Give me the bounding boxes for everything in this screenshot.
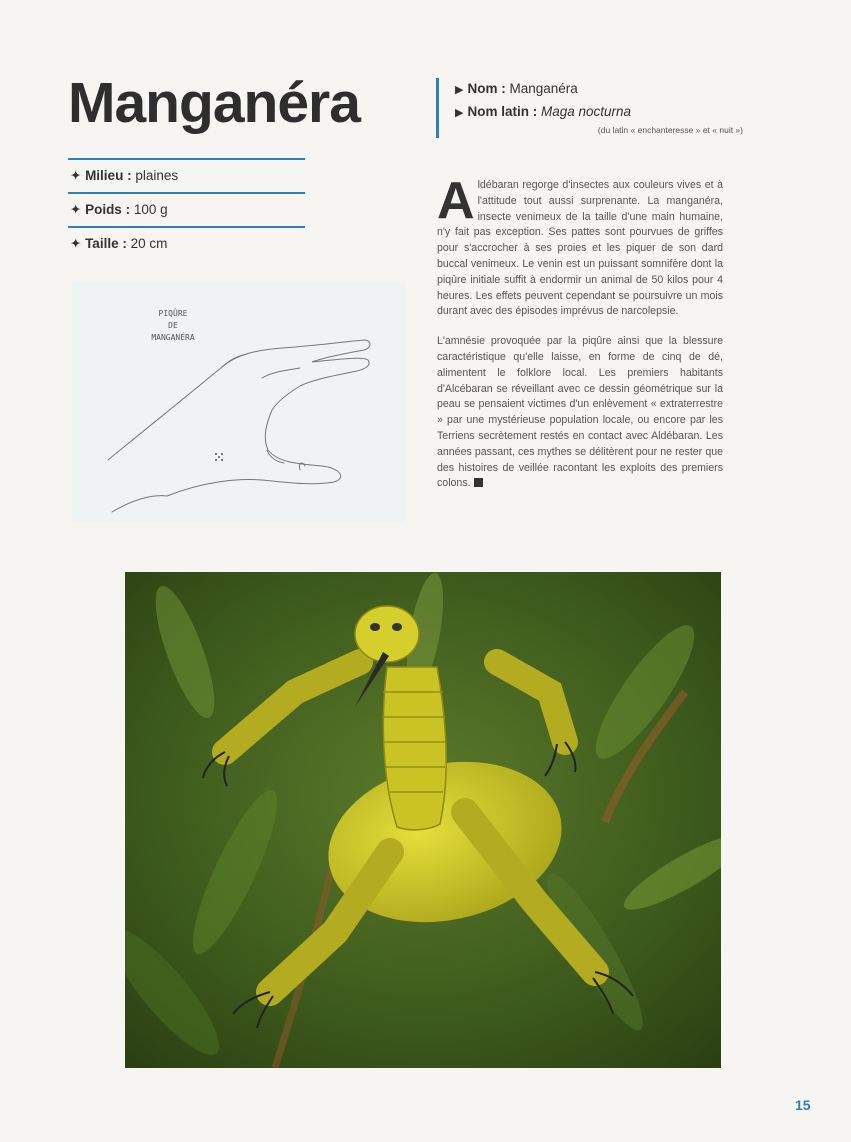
- triangle-bullet-icon: ▶: [455, 84, 464, 96]
- hand-sketch: [72, 282, 406, 522]
- facts-list: [68, 158, 305, 260]
- manganera-illustration: [125, 572, 721, 1068]
- article-paragraph: L'amnésie provoquée par la piqûre ainsi que la blessure caractéristique qu'elle laisse, en forme de cinq de dé, alimentent le folklore local. Les premiers habitants d'Alcébaran se réveillant avec ce dessin géométrique sur la peau se pensaient victimes d'un enlèvement « extraterrestre » par une mystérieuse population locale, ou encore par les Terriens secrètement restés en contact avec Aldébaran. Les années passant, ces mythes se délitèrent pour ne rester que des histoires de veillée racontant les exploits des premiers colons.: [437, 335, 723, 490]
- end-mark-icon: [474, 478, 483, 487]
- dropcap: A: [437, 172, 475, 230]
- fact-label: Poids :: [85, 202, 131, 217]
- fact-label: Taille :: [85, 236, 127, 251]
- triangle-bullet-icon: ▶: [455, 107, 464, 119]
- article-body: [437, 172, 723, 506]
- latin-note: (du latin « enchanteresse » et « nuit »): [597, 125, 743, 135]
- name-block: [436, 78, 755, 138]
- creature-illustration: [125, 572, 721, 1068]
- name-value: Manganéra: [509, 81, 578, 96]
- fact-habitat: ✦ Milieu : plaines: [68, 158, 305, 192]
- latin-name-row: [455, 101, 755, 124]
- sketch-caption: PIQÛRE DE MANGANÉRA: [151, 309, 195, 342]
- fact-value: 20 cm: [130, 236, 168, 251]
- page-title: Manganéra: [68, 71, 360, 135]
- fact-label: Milieu :: [85, 168, 132, 183]
- name-row: [455, 78, 755, 101]
- name-label: Nom :: [467, 81, 506, 96]
- fact-value: 100 g: [133, 202, 168, 217]
- latin-label: Nom latin :: [467, 104, 538, 119]
- page-number: 15: [795, 1097, 811, 1113]
- hand-sketch-drawing: [72, 282, 406, 522]
- fact-value: plaines: [135, 168, 179, 183]
- fact-weight: ✦ Poids : 100 g: [68, 192, 305, 226]
- article-paragraph: Aldébaran regorge d'insectes aux couleurs vives et à l'attitude tout aussi surprenante. La manganéra, insecte venimeux de la taille d'une main humaine, n'y fait pas exception. Ses pattes sont pourvues de griffes pour s'accrocher à ses proies et les piquer de son dard buccal venimeux. Le venin est un puissant somnifère dont la piqûre initiale suffit à endormir un animal de 50 kilos pour 4 heures. Les effets peuvent cependant se poursuivre un mois durant avec des épisodes imprévus de narcolepsie.: [437, 172, 723, 318]
- latin-value: Maga nocturna: [540, 104, 632, 119]
- fact-size: ✦ Taille : 20 cm: [68, 226, 305, 260]
